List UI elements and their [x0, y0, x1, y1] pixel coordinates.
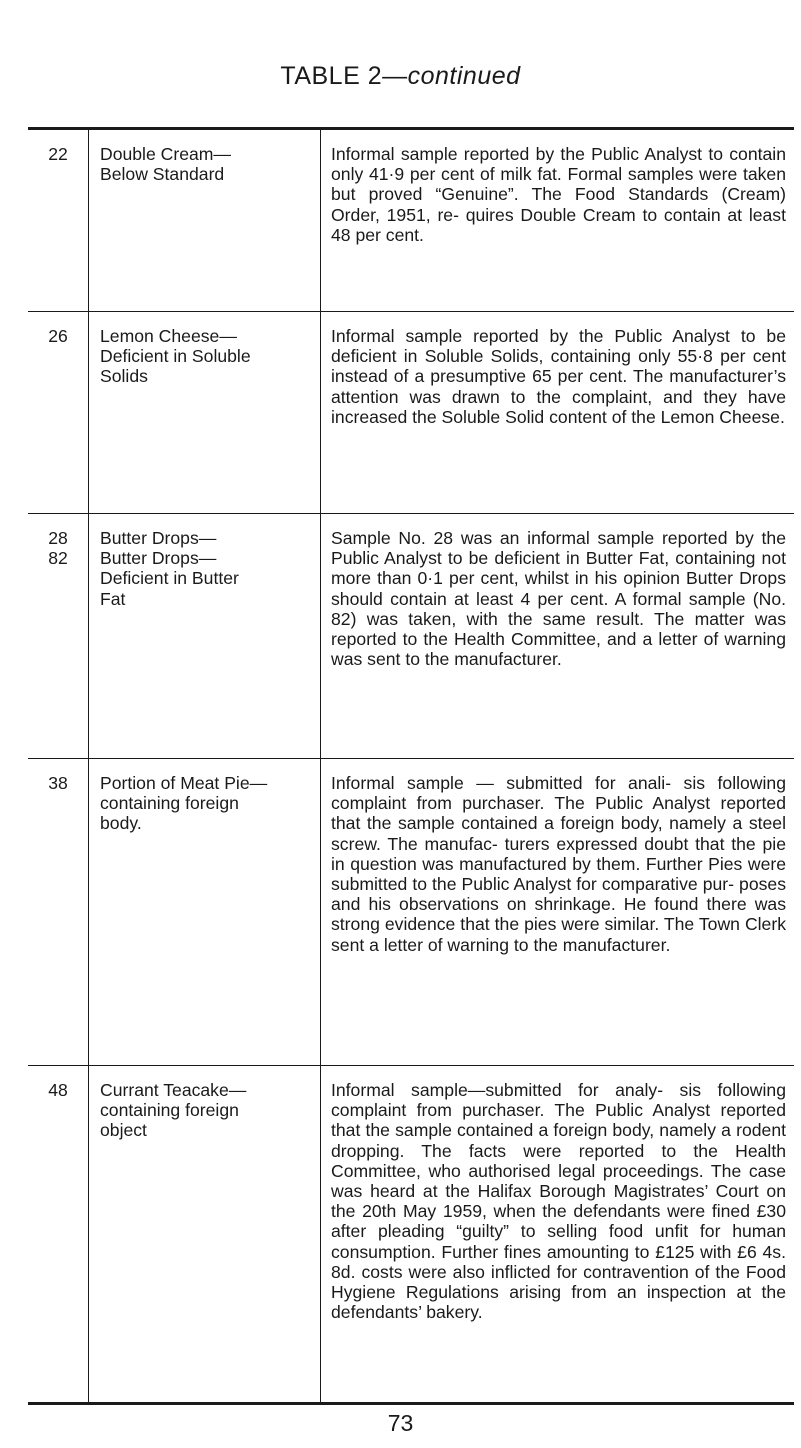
- table-title-continued: continued: [407, 62, 521, 90]
- remarks-cell: Informal sample reported by the Public Analyst to be deficient in Soluble Solids, containing only 55·8 per cent instead of a presumptive 65 per cent. The manufacturer’s attention was drawn to the complaint, and they have increased the Soluble Solid content of the Lemon Cheese.: [331, 326, 786, 427]
- sample-number: 26: [48, 326, 68, 346]
- sample-number: 22: [48, 144, 68, 164]
- sample-number: 38: [48, 773, 68, 793]
- table-row: [28, 514, 794, 759]
- table-row: [28, 1066, 794, 1402]
- article-cell: [100, 773, 312, 834]
- article-cell: [100, 1080, 312, 1141]
- article-line: body.: [100, 813, 142, 834]
- table-row: [28, 130, 794, 312]
- sample-number-cell: [28, 773, 88, 793]
- table-row: [28, 312, 794, 514]
- article-line: Below Standard: [100, 164, 225, 185]
- sample-number-cell: [28, 144, 88, 164]
- sample-number: 48: [48, 1080, 68, 1100]
- article-line: Currant Teacake—: [100, 1080, 247, 1100]
- remarks-cell: Sample No. 28 was an informal sample reported by the Public Analyst to be deficient in Butter Fat, containing not more than 0·1 per cent, whilst in his opinion Butter Drops should contain at least 4 per cent. A formal sample (No. 82) was taken, with the same result. The matter was reported to the Health Committee, and a letter of warning was sent to the manufacturer.: [331, 528, 786, 670]
- sample-number: 28: [48, 528, 68, 548]
- article-line: Lemon Cheese—: [100, 326, 237, 346]
- article-line: Fat: [100, 588, 126, 609]
- table-row: [28, 759, 794, 1066]
- sample-number-cell: [28, 528, 88, 568]
- page-number: 73: [387, 1410, 414, 1436]
- sample-number: 82: [48, 548, 68, 569]
- article-line: Deficient in Butter: [100, 568, 239, 589]
- table-title-main: TABLE 2—: [280, 62, 408, 90]
- article-line: Butter Drops—: [100, 528, 217, 548]
- article-line: Solids: [100, 366, 148, 387]
- inspection-table: [28, 127, 794, 1405]
- remarks-cell: Informal sample—submitted for analy- sis following complaint from purchaser. The Public Analyst reported that the sample contained a foreign body, namely a rodent dropping. The facts were reported to the Health Committee, who authorised legal proceedings. The case was heard at the Halifax Borough Magistrates’ Court on the 20th May 1959, when the defendants were fined £30 after pleading “guilty” to selling food unfit for human consumption. Further fines amounting to £125 with £6 4s. 8d. costs were also inflicted for contravention of the Food Hygiene Regulations arising from an inspection at the defendants’ bakery.: [331, 1080, 786, 1323]
- article-line: Butter Drops—: [100, 548, 217, 569]
- remarks-cell: Informal sample reported by the Public Analyst to contain only 41·9 per cent of milk fat. Formal samples were taken but proved “Genuine”. The Food Standards (Cream) Order, 1951, re- quires Double Cream to contain at least 48 per cent.: [331, 144, 786, 245]
- article-cell: [100, 144, 312, 184]
- sample-number-cell: [28, 326, 88, 346]
- sample-number-cell: [28, 1080, 88, 1100]
- table-title: [0, 62, 801, 91]
- article-line: Deficient in Soluble: [100, 346, 251, 367]
- article-line: containing foreign: [100, 793, 239, 814]
- article-line: Portion of Meat Pie—: [100, 773, 268, 793]
- article-line: object: [100, 1120, 147, 1141]
- remarks-cell: Informal sample — submitted for anali- sis following complaint from purchaser. The Public Analyst reported that the sample contained a foreign body, namely a steel screw. The manufac- turers expressed doubt that the pie in question was manufactured by them. Further Pies were submitted to the Public Analyst for comparative pur- poses and his observations on shrinkage. He found there was strong evidence that the pies were similar. The Town Clerk sent a letter of warning to the manufacturer.: [331, 773, 786, 955]
- article-cell: [100, 326, 312, 387]
- article-line: containing foreign: [100, 1100, 239, 1121]
- article-line: Double Cream—: [100, 144, 232, 164]
- article-cell: [100, 528, 312, 609]
